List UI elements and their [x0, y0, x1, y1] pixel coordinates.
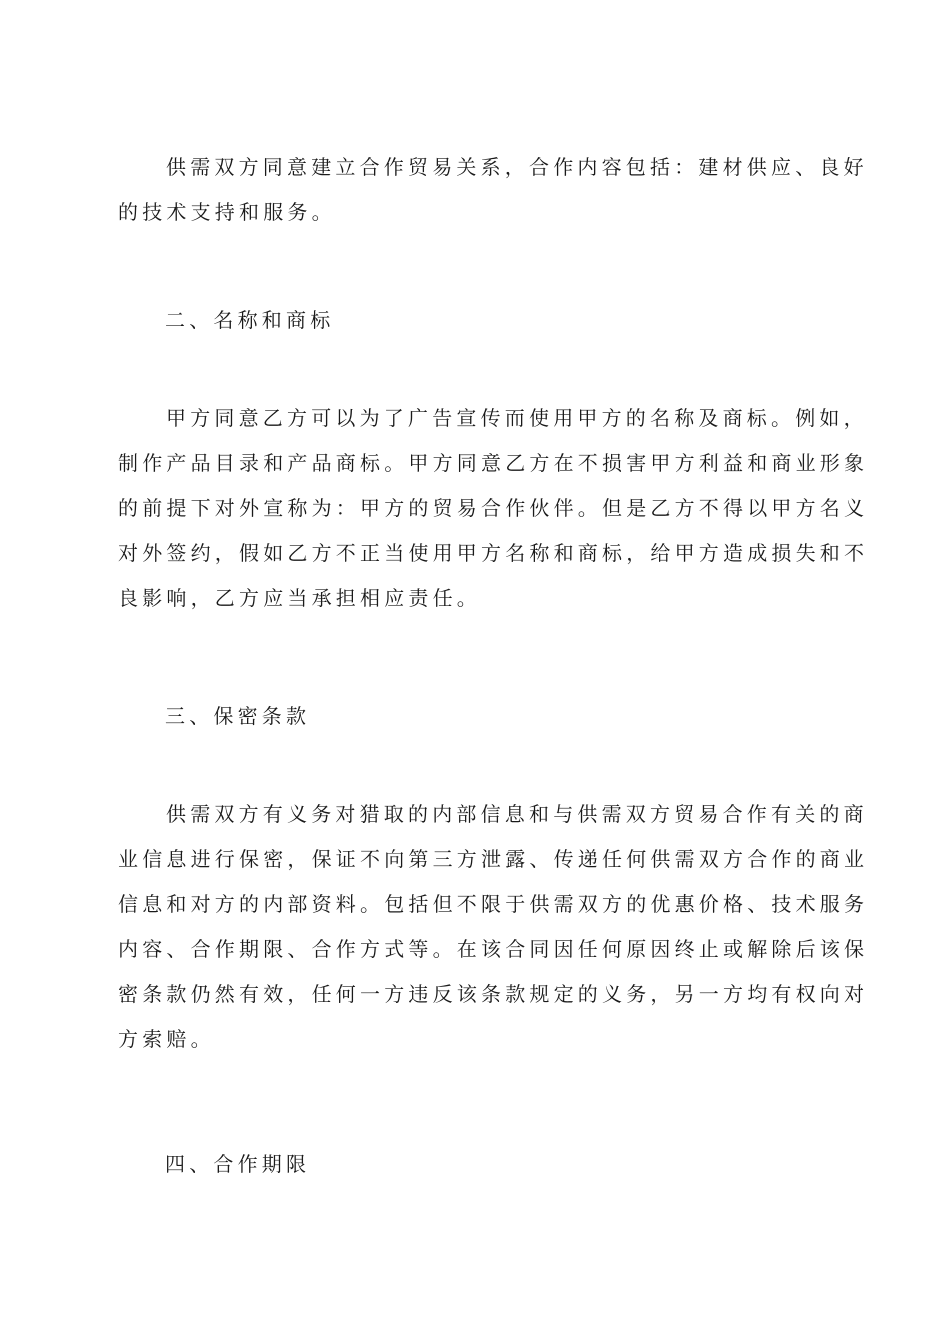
- paragraph-line: 内容、合作期限、合作方式等。在该合同因任何原因终止或解除后该保: [118, 937, 869, 961]
- paragraph-cooperation-content: [118, 145, 868, 235]
- section-heading-confidentiality: 三、保密条款: [165, 704, 311, 728]
- paragraph-line: 密条款仍然有效，任何一方违反该条款规定的义务，另一方均有权向对: [118, 982, 869, 1006]
- paragraph-line: 的前提下对外宣称为：甲方的贸易合作伙伴。但是乙方不得以甲方名义: [118, 496, 869, 520]
- paragraph-confidentiality: [118, 792, 869, 1062]
- paragraph-line: 信息和对方的内部资料。包括但不限于供需双方的优惠价格、技术服务: [118, 892, 869, 916]
- paragraph-line: 甲方同意乙方可以为了广告宣传而使用甲方的名称及商标。例如，: [166, 406, 868, 430]
- paragraph-name-trademark: [118, 396, 869, 621]
- paragraph-line: 业信息进行保密，保证不向第三方泄露、传递任何供需双方合作的商业: [118, 847, 869, 871]
- section-heading-name-trademark: 二、名称和商标: [165, 308, 335, 332]
- paragraph-line: 良影响，乙方应当承担相应责任。: [118, 586, 481, 610]
- paragraph-line: 的技术支持和服务。: [118, 200, 336, 224]
- paragraph-line: 供需双方有义务对猎取的内部信息和与供需双方贸易合作有关的商: [166, 802, 868, 826]
- section-heading-cooperation-period: 四、合作期限: [165, 1152, 311, 1176]
- paragraph-line: 方索赔。: [118, 1027, 215, 1051]
- paragraph-line: 对外签约，假如乙方不正当使用甲方名称和商标，给甲方造成损失和不: [118, 541, 869, 565]
- paragraph-line: 供需双方同意建立合作贸易关系，合作内容包括：建材供应、良好: [166, 155, 868, 179]
- paragraph-line: 制作产品目录和产品商标。甲方同意乙方在不损害甲方利益和商业形象: [118, 451, 869, 475]
